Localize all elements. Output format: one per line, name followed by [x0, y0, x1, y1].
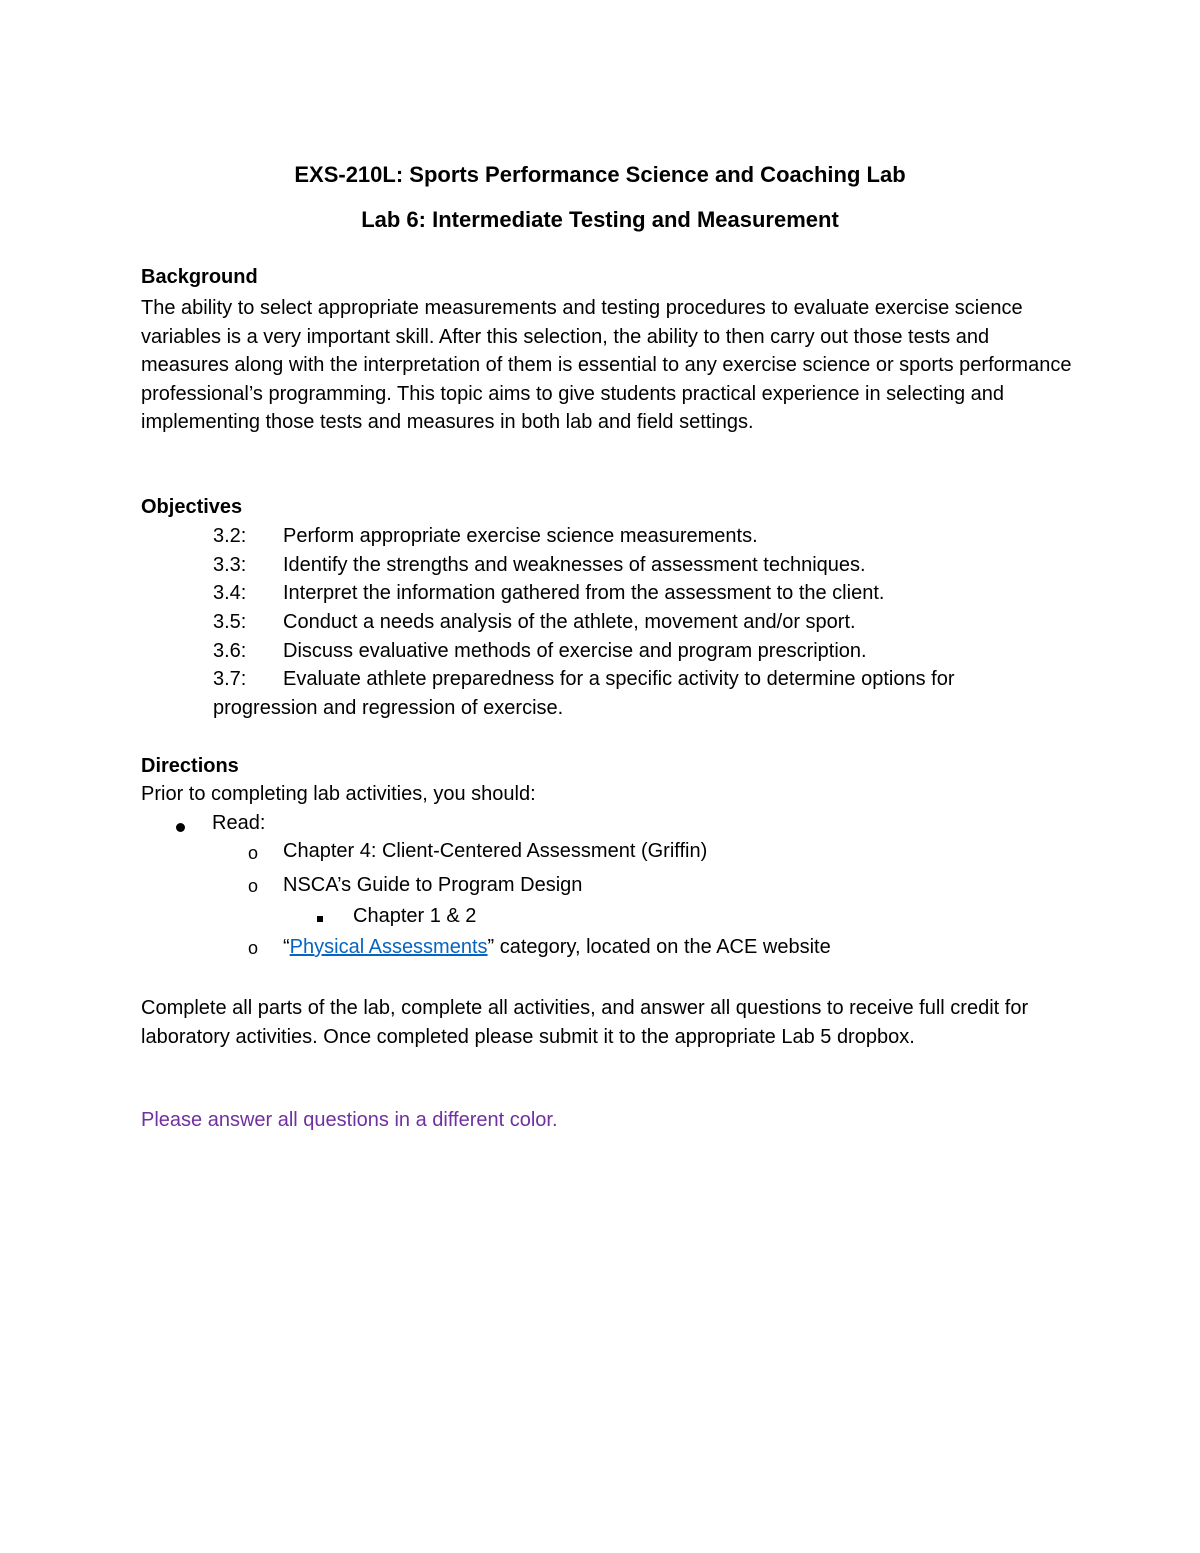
- objective-text: Discuss evaluative methods of exercise and program prescription.: [283, 640, 867, 662]
- circle-bullet-icon: o: [248, 843, 259, 863]
- objective-number: 3.6:: [213, 640, 247, 662]
- objective-number: 3.3:: [213, 554, 247, 576]
- reading-chapter4: Chapter 4: Client-Centered Assessment (Griffin): [283, 840, 708, 862]
- objective-continuation: progression and regression of exercise.: [213, 697, 564, 719]
- objective-text: Identify the strengths and weaknesses of assessment techniques.: [283, 554, 866, 576]
- read-label: Read:: [212, 812, 266, 834]
- background-paragraph: The ability to select appropriate measurements and testing procedures to evaluate exercise science variables is a very important skill. After this selection, the ability to then carry out those tests and measures along with the interpretation of them is essential to any exercise science or sports performance professional’s programming. This topic aims to give students practical experience in selecting and implementing those tests and measures in both lab and field settings.: [141, 297, 1072, 434]
- physical-assessments-link[interactable]: Physical Assessments: [289, 936, 488, 958]
- objective-text: Interpret the information gathered from the assessment to the client.: [283, 582, 885, 604]
- objective-text: Perform appropriate exercise science measurements.: [283, 525, 758, 547]
- objective-number: 3.5:: [213, 611, 247, 633]
- objectives-heading: Objectives: [141, 496, 243, 518]
- completion-paragraph: Complete all parts of the lab, complete all activities, and answer all questions to receive full credit for laboratory activities. Once completed please submit it to the appropriate Lab 5 dropbox.: [141, 997, 1029, 1048]
- objective-text: Conduct a needs analysis of the athlete, movement and/or sport.: [283, 611, 856, 633]
- objective-number: 3.4:: [213, 582, 247, 604]
- objective-number: 3.2:: [213, 525, 247, 547]
- square-bullet-icon: [317, 916, 323, 922]
- directions-intro: Prior to completing lab activities, you should:: [141, 783, 536, 805]
- document-subtitle: Lab 6: Intermediate Testing and Measurement: [361, 207, 839, 232]
- objective-number: 3.7:: [213, 668, 247, 690]
- directions-heading: Directions: [141, 755, 239, 777]
- circle-bullet-icon: o: [248, 876, 259, 896]
- document-title: EXS-210L: Sports Performance Science and Coaching Lab: [294, 162, 906, 187]
- reading-physical: [283, 936, 831, 959]
- circle-bullet-icon: o: [248, 938, 259, 958]
- reading-chapters: Chapter 1 & 2: [353, 905, 477, 927]
- color-note: Please answer all questions in a different color.: [141, 1109, 558, 1131]
- open-quote: “: [283, 936, 290, 958]
- background-heading: Background: [141, 266, 258, 288]
- reading-nsca: NSCA’s Guide to Program Design: [283, 874, 583, 896]
- bullet-icon: [176, 823, 185, 832]
- objective-text: Evaluate athlete preparedness for a specific activity to determine options for: [283, 668, 955, 690]
- physical-rest: ” category, located on the ACE website: [487, 936, 831, 958]
